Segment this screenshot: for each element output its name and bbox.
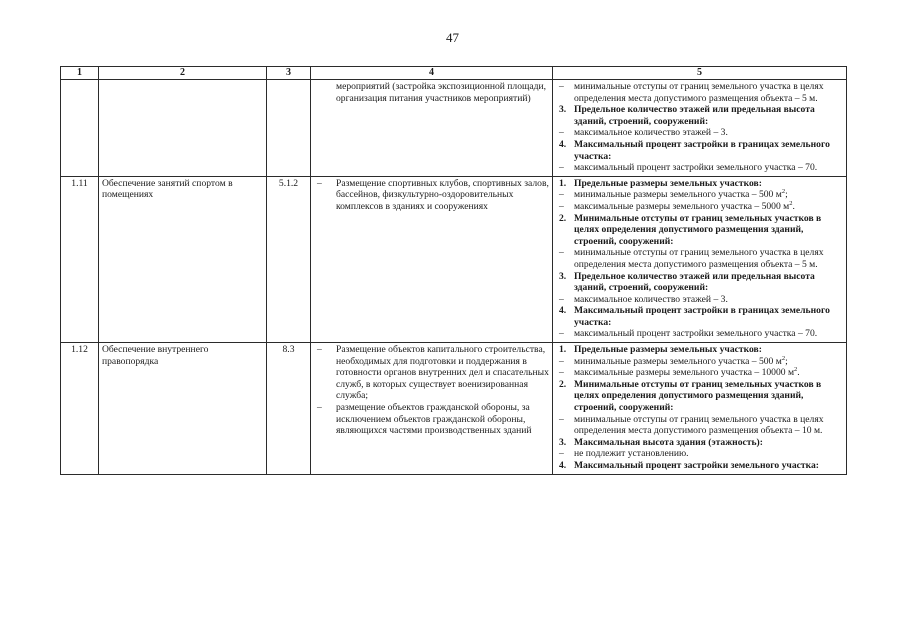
table-row bbox=[61, 176, 847, 342]
punctuation: . bbox=[797, 367, 800, 379]
table-body bbox=[61, 80, 847, 475]
description-item bbox=[314, 81, 549, 104]
use-description bbox=[311, 176, 553, 342]
dash-marker: – bbox=[317, 344, 322, 356]
parameter-heading bbox=[556, 271, 843, 294]
item-number: 3. bbox=[559, 436, 567, 448]
table-header-row bbox=[61, 67, 847, 80]
parameters-cell bbox=[553, 343, 847, 475]
dash-marker: – bbox=[559, 293, 564, 305]
parameter-heading bbox=[556, 379, 843, 414]
parameter-heading bbox=[556, 437, 843, 449]
dash-marker: – bbox=[559, 81, 564, 92]
parameter-value bbox=[556, 162, 843, 174]
description-text: размещение объектов гражданской обороны, за исключением объектов гражданской обороны, являющихся частями производственных зданий bbox=[336, 402, 532, 437]
parameter-text: минимальные отступы от границ земельного участка в целях определения места допустимого размещения объекта – 10 м. bbox=[574, 413, 824, 437]
parameter-text: максимальный процент застройки земельного участка – 70. bbox=[574, 328, 818, 340]
description-text: Размещение объектов капитального строительства, необходимых для подготовки и поддержания в готовности органов внутренних дел и спасательных служб, в которых существует военизированная служба; bbox=[336, 344, 549, 402]
dash-marker: – bbox=[559, 448, 564, 460]
description-list bbox=[314, 178, 549, 213]
dash-marker: – bbox=[559, 413, 564, 425]
parameter-text: Максимальный процент застройки земельного участка: bbox=[574, 460, 819, 471]
dash-marker: – bbox=[559, 247, 564, 259]
parameter-text: Предельные размеры земельных участков: bbox=[574, 177, 762, 189]
parameter-text: максимальное количество этажей – 3. bbox=[574, 127, 728, 139]
column-header-5: 5 bbox=[553, 67, 847, 80]
row-number bbox=[61, 80, 99, 177]
parameter-value bbox=[556, 201, 843, 213]
dash-marker: – bbox=[317, 177, 322, 189]
parameter-heading bbox=[556, 305, 843, 328]
parameter-text: максимальные размеры земельного участка – 10000 м bbox=[574, 367, 795, 379]
parameter-value bbox=[556, 189, 843, 201]
use-type-name bbox=[99, 80, 267, 177]
item-number: 3. bbox=[559, 104, 567, 116]
unit-superscript: 2 bbox=[781, 354, 786, 362]
description-list bbox=[314, 81, 549, 104]
parameter-text: максимальный процент застройки земельного участка – 70. bbox=[574, 162, 818, 174]
dash-marker: – bbox=[559, 127, 564, 139]
description-text: Размещение спортивных клубов, спортивных залов, бассейнов, физкультурно-оздоровительных комплексов в зданиях и сооружениях bbox=[336, 177, 549, 212]
parameters-cell bbox=[553, 176, 847, 342]
unit-superscript: 2 bbox=[789, 199, 793, 207]
parameter-value bbox=[556, 356, 843, 368]
item-number: 4. bbox=[559, 460, 567, 471]
parameter-text: максимальное количество этажей – 3. bbox=[574, 293, 728, 305]
classifier-code bbox=[267, 80, 311, 177]
parameter-text: не подлежит установлению. bbox=[574, 448, 689, 460]
item-number: 4. bbox=[559, 138, 567, 150]
row-number: 1.12 bbox=[61, 343, 99, 475]
column-header-4: 4 bbox=[311, 67, 553, 80]
parameter-value bbox=[556, 367, 843, 379]
dash-marker: – bbox=[559, 367, 564, 379]
parameter-text: Минимальные отступы от границ земельных участков в целях определения допустимого размещения зданий, строений, сооружений: bbox=[574, 378, 822, 414]
dash-marker: – bbox=[559, 355, 564, 367]
row-number: 1.11 bbox=[61, 176, 99, 342]
description-list bbox=[314, 344, 549, 437]
column-header-1: 1 bbox=[61, 67, 99, 80]
item-number: 2. bbox=[559, 212, 567, 224]
description-item bbox=[314, 402, 549, 437]
parameter-value bbox=[556, 414, 843, 437]
parameter-heading bbox=[556, 460, 843, 472]
page-number: 47 bbox=[446, 30, 459, 45]
parameter-text: Предельное количество этажей или предельная высота зданий, строений, сооружений: bbox=[574, 270, 815, 294]
parameter-value bbox=[556, 247, 843, 270]
item-number: 1. bbox=[559, 344, 567, 356]
use-type-name: Обеспечение внутреннего правопорядка bbox=[99, 343, 267, 475]
column-header-3: 3 bbox=[267, 67, 311, 80]
dash-marker: – bbox=[559, 200, 564, 212]
use-description bbox=[311, 80, 553, 177]
parameter-text: Предельное количество этажей или предельная высота зданий, строений, сооружений: bbox=[574, 104, 815, 127]
dash-marker: – bbox=[317, 402, 322, 414]
parameter-value bbox=[556, 328, 843, 340]
parameter-text: Максимальная высота здания (этажность): bbox=[574, 436, 763, 448]
regulations-table bbox=[60, 66, 847, 475]
punctuation: ; bbox=[785, 355, 788, 367]
item-number: 4. bbox=[559, 305, 567, 317]
parameter-value bbox=[556, 81, 843, 104]
parameter-heading bbox=[556, 178, 843, 190]
dash-marker: – bbox=[559, 189, 564, 201]
item-number: 1. bbox=[559, 177, 567, 189]
parameter-value bbox=[556, 294, 843, 306]
use-type-name: Обеспечение занятий спортом в помещениях bbox=[99, 176, 267, 342]
parameter-value bbox=[556, 448, 843, 460]
parameter-value bbox=[556, 127, 843, 139]
punctuation: ; bbox=[785, 189, 788, 201]
dash-marker: – bbox=[559, 162, 564, 174]
use-description bbox=[311, 343, 553, 475]
punctuation: . bbox=[792, 200, 795, 212]
description-item bbox=[314, 344, 549, 402]
parameter-text: Минимальные отступы от границ земельных участков в целях определения допустимого размещения зданий, строений, сооружений: bbox=[574, 212, 822, 247]
parameter-text: минимальные размеры земельного участка – 500 м bbox=[574, 189, 782, 201]
parameter-text: минимальные размеры земельного участка – 500 м bbox=[574, 355, 782, 367]
parameter-text: Максимальный процент застройки в границах земельного участка: bbox=[574, 138, 830, 162]
unit-superscript: 2 bbox=[794, 366, 798, 374]
dash-marker: – bbox=[559, 328, 564, 340]
parameters-cell bbox=[553, 80, 847, 177]
parameter-heading bbox=[556, 139, 843, 162]
parameter-heading bbox=[556, 213, 843, 248]
description-item bbox=[314, 178, 549, 213]
parameter-text: Максимальный процент застройки в границах земельного участка: bbox=[574, 305, 830, 328]
description-text: мероприятий (застройка экспозиционной площади, организация питания участников мероприятий) bbox=[336, 81, 547, 104]
table-row bbox=[61, 80, 847, 177]
item-number: 2. bbox=[559, 378, 567, 390]
parameter-heading bbox=[556, 344, 843, 356]
parameter-text: Предельные размеры земельных участков: bbox=[574, 344, 762, 356]
unit-superscript: 2 bbox=[781, 188, 786, 196]
parameter-heading bbox=[556, 104, 843, 127]
parameter-text: минимальные отступы от границ земельного участка в целях определения места допустимого размещения объекта – 5 м. bbox=[574, 247, 824, 270]
table-row bbox=[61, 343, 847, 475]
parameter-text: минимальные отступы от границ земельного участка в целях определения места допустимого размещения объекта – 5 м. bbox=[574, 81, 824, 104]
column-header-2: 2 bbox=[99, 67, 267, 80]
classifier-code: 8.3 bbox=[267, 343, 311, 475]
classifier-code: 5.1.2 bbox=[267, 176, 311, 342]
parameter-text: максимальные размеры земельного участка – 5000 м bbox=[574, 200, 790, 212]
item-number: 3. bbox=[559, 270, 567, 282]
